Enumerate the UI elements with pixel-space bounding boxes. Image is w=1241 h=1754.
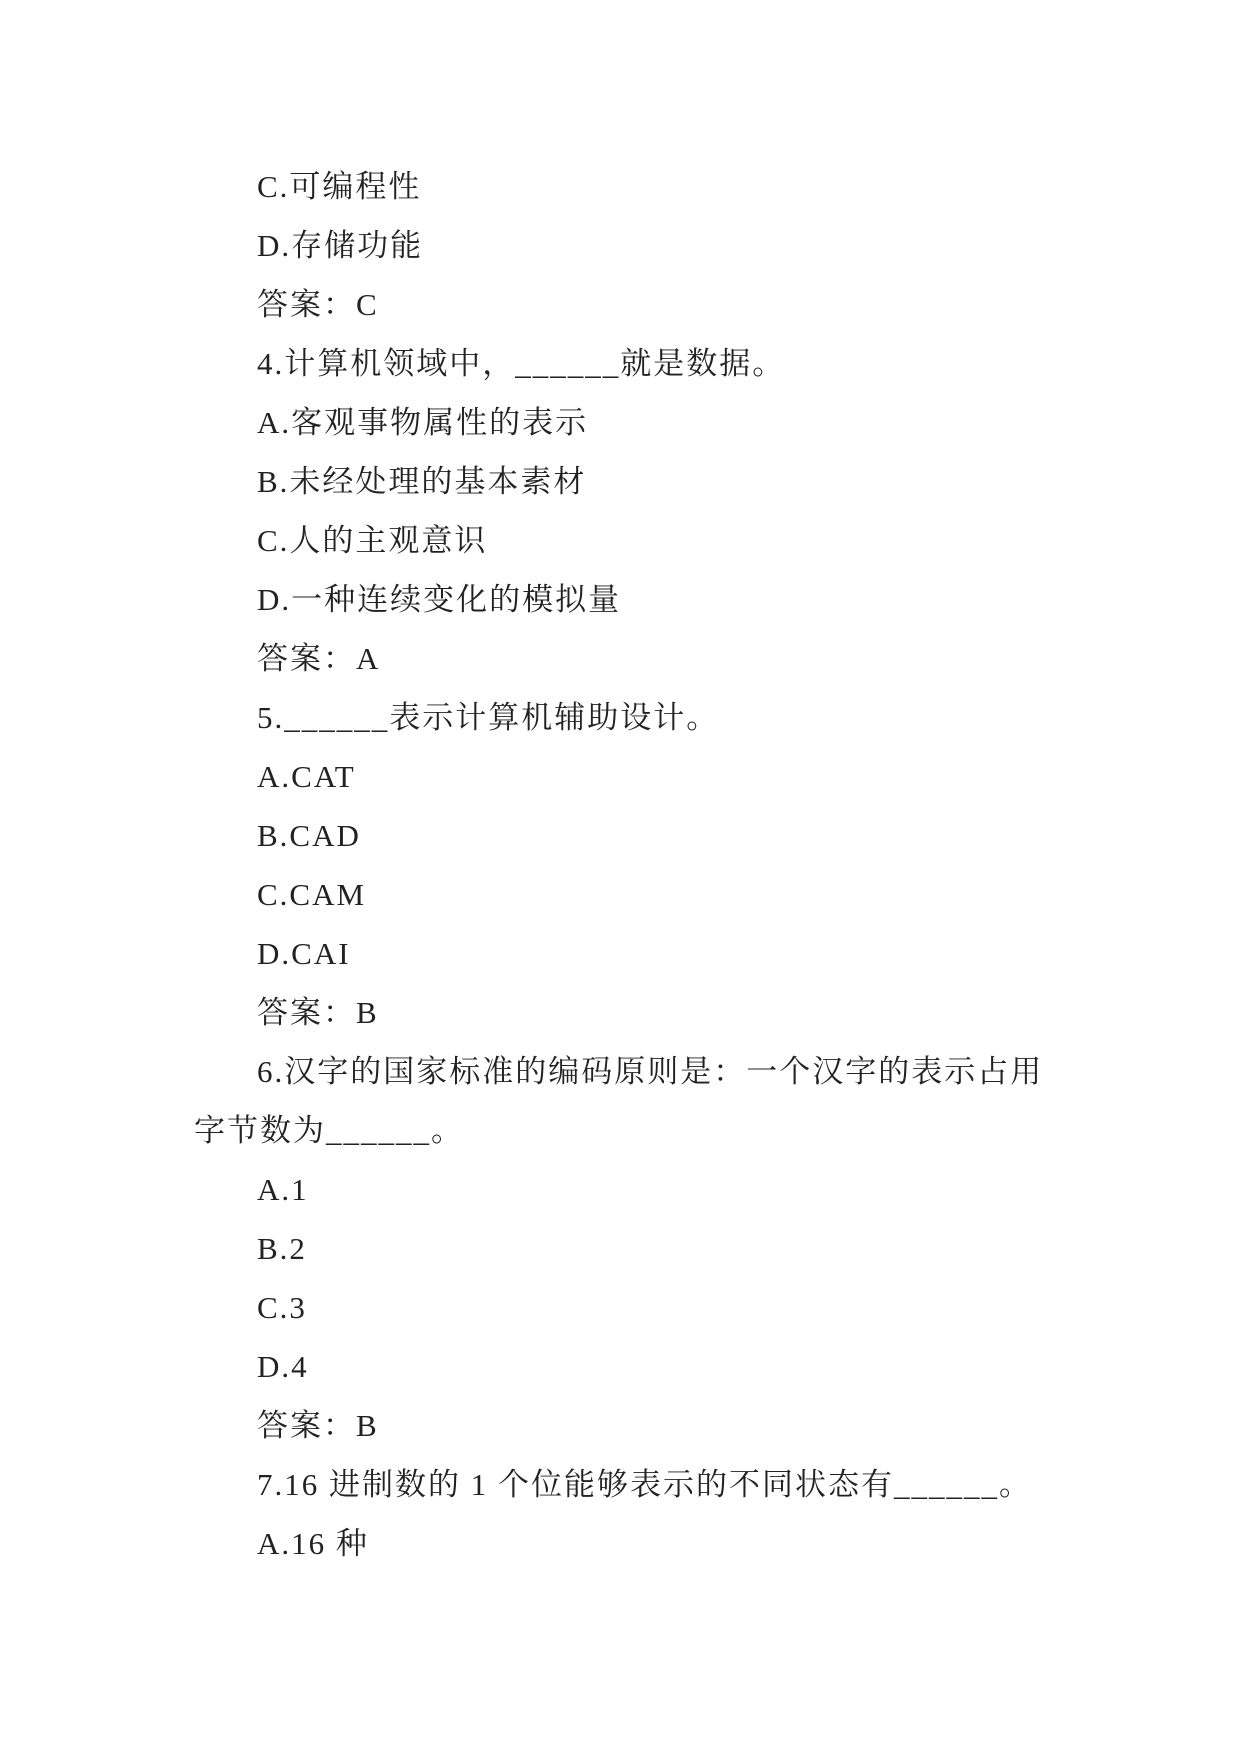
question-4-stem: 4.计算机领域中，______就是数据。 — [257, 346, 786, 381]
question-3-block — [194, 157, 1057, 334]
question-3-option-d: D.存储功能 — [257, 228, 424, 263]
question-5-option-b: B.CAD — [257, 818, 361, 853]
question-6-option-d: D.4 — [257, 1349, 309, 1384]
question-6-option-a: A.1 — [257, 1172, 309, 1207]
question-4-option-a: A.客观事物属性的表示 — [257, 405, 589, 440]
question-4-option-c: C.人的主观意识 — [257, 523, 488, 558]
question-4-block — [194, 334, 1057, 688]
question-4-option-d: D.一种连续变化的模拟量 — [257, 582, 622, 617]
question-6-stem-line-2: 字节数为______。 — [194, 1113, 464, 1148]
question-4-answer: 答案：A — [257, 641, 381, 676]
question-5-block — [194, 688, 1057, 1042]
question-6-block — [194, 1042, 1057, 1455]
question-4-option-b: B.未经处理的基本素材 — [257, 464, 587, 499]
question-3-answer: 答案：C — [257, 287, 379, 322]
document-body — [194, 157, 1057, 1573]
question-6-answer: 答案：B — [257, 1408, 379, 1443]
question-7-block — [194, 1455, 1057, 1573]
question-3-option-c: C.可编程性 — [257, 169, 422, 204]
question-5-answer: 答案：B — [257, 995, 379, 1030]
question-6-option-c: C.3 — [257, 1290, 307, 1325]
question-5-stem: 5.______表示计算机辅助设计。 — [257, 700, 720, 735]
question-7-option-a: A.16 种 — [257, 1526, 369, 1561]
question-5-option-c: C.CAM — [257, 877, 367, 912]
question-6-option-b: B.2 — [257, 1231, 307, 1266]
question-5-option-d: D.CAI — [257, 936, 351, 971]
question-7-stem: 7.16 进制数的 1 个位能够表示的不同状态有______。 — [257, 1467, 1032, 1502]
question-5-option-a: A.CAT — [257, 759, 356, 794]
question-6-stem-line-1: 6.汉字的国家标准的编码原则是：一个汉字的表示占用 — [257, 1054, 1044, 1089]
